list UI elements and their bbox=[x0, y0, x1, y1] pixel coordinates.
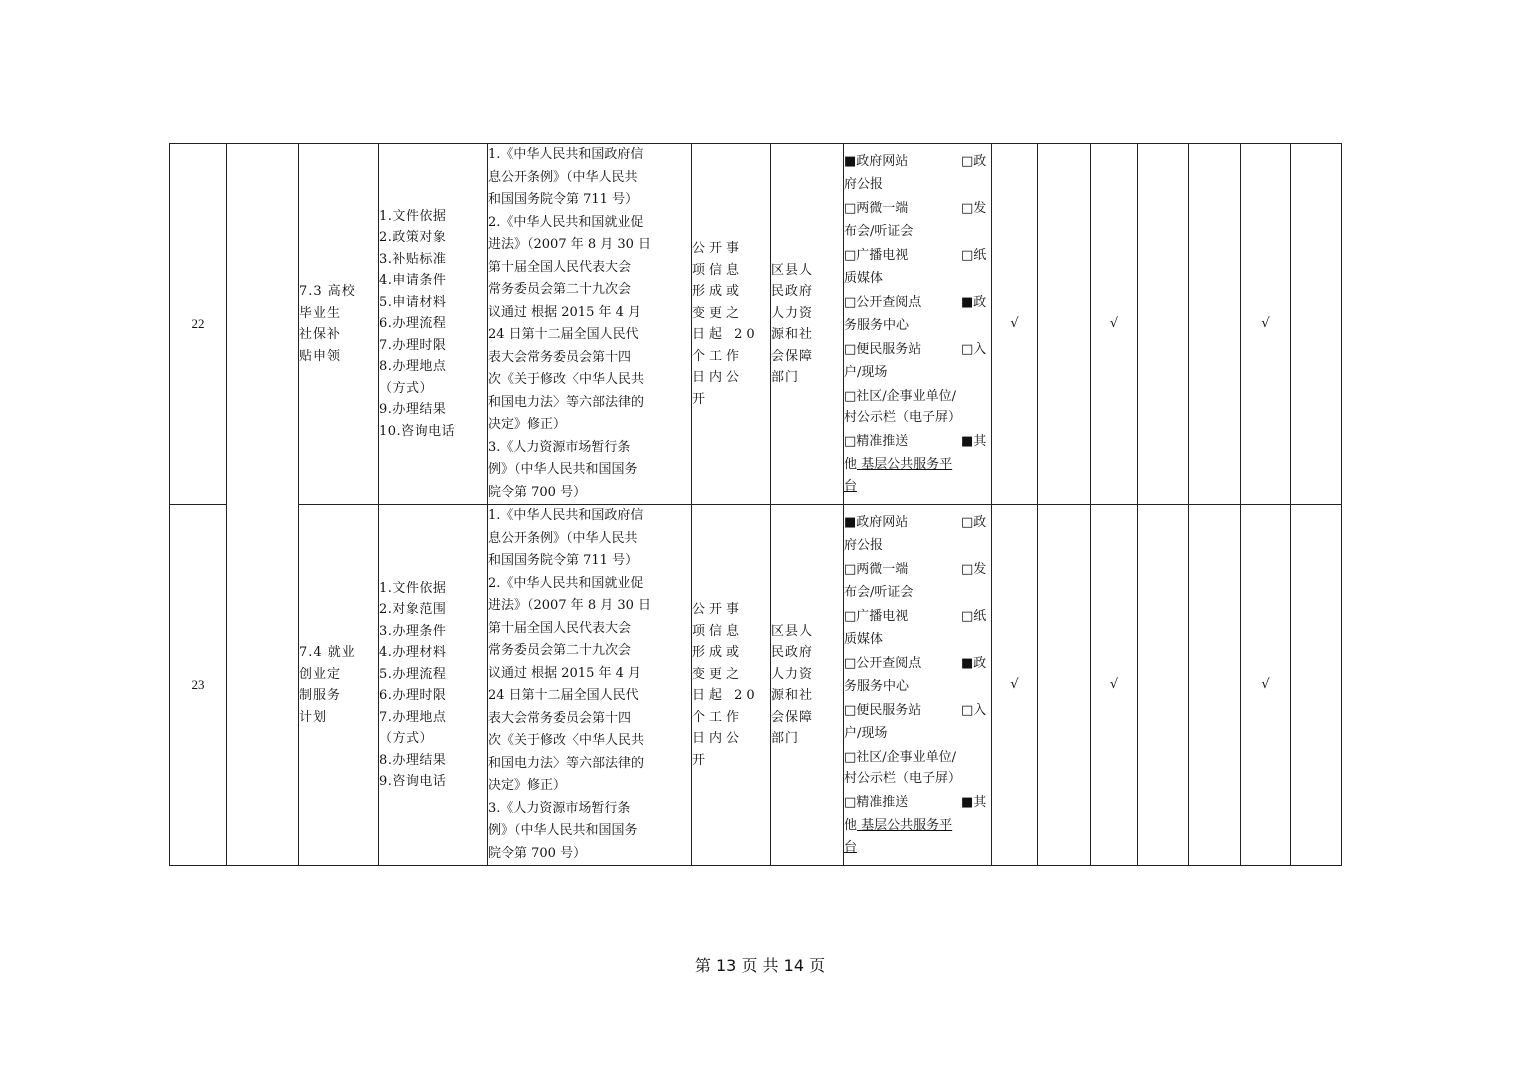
check-cell bbox=[1189, 144, 1241, 505]
disclosure-timeline: 公开事 项信息 形成或 变更之 日起 20 个工作 日内公 开 bbox=[692, 505, 771, 866]
responsible-department: 区县人 民政府 人力资 源和社 会保障 部门 bbox=[771, 144, 844, 505]
disclosure-channels: ■政府网站 □政 府公报 □两微一端 □发 布会/听证会 □广播电视 □纸 质媒体 □公开查阅点 ■政 务服务中心 □便民服务站 □入 户/现场 □社区/企事业单位/ 村公示栏（电子屏） □精准推送 ■其 他 基层公共服务平 台 bbox=[844, 144, 992, 505]
row-number: 22 bbox=[170, 144, 227, 505]
disclosure-content: 1.文件依据 2.对象范围 3.办理条件 4.办理材料 5.办理流程 6.办理时限 7.办理地点 （方式） 8.办理结果 9.咨询电话 bbox=[379, 505, 488, 866]
footer-prefix: 第 bbox=[694, 956, 711, 975]
check-cell: √ bbox=[1241, 505, 1291, 866]
check-cell bbox=[1038, 144, 1091, 505]
check-cell: √ bbox=[1091, 505, 1138, 866]
check-cell bbox=[1291, 505, 1342, 866]
disclosure-table bbox=[169, 143, 1342, 866]
responsible-department: 区县人 民政府 人力资 源和社 会保障 部门 bbox=[771, 505, 844, 866]
check-cell: √ bbox=[1091, 144, 1138, 505]
check-cell bbox=[1138, 505, 1189, 866]
check-cell bbox=[1038, 505, 1091, 866]
total-page-number: 14 bbox=[783, 956, 804, 975]
item-name: 7.4 就业 创业定 制服务 计划 bbox=[299, 505, 379, 866]
row-number: 23 bbox=[170, 505, 227, 866]
footer-suffix: 页 bbox=[809, 956, 826, 975]
check-cell bbox=[1138, 144, 1189, 505]
footer-middle: 页 共 bbox=[741, 956, 779, 975]
check-cell: √ bbox=[992, 505, 1038, 866]
table-row bbox=[170, 144, 1342, 505]
table-row bbox=[170, 505, 1342, 866]
page-footer bbox=[0, 953, 1520, 976]
current-page-number: 13 bbox=[716, 956, 737, 975]
check-cell: √ bbox=[992, 144, 1038, 505]
check-cell bbox=[1291, 144, 1342, 505]
check-cell bbox=[1189, 505, 1241, 866]
item-name: 7.3 高校 毕业生 社保补 贴申领 bbox=[299, 144, 379, 505]
disclosure-timeline: 公开事 项信息 形成或 变更之 日起 20 个工作 日内公 开 bbox=[692, 144, 771, 505]
disclosure-content: 1.文件依据 2.政策对象 3.补贴标准 4.申请条件 5.申请材料 6.办理流程 7.办理时限 8.办理地点 （方式） 9.办理结果 10.咨询电话 bbox=[379, 144, 488, 505]
category-cell bbox=[227, 144, 299, 866]
disclosure-channels: ■政府网站 □政 府公报 □两微一端 □发 布会/听证会 □广播电视 □纸 质媒体 □公开查阅点 ■政 务服务中心 □便民服务站 □入 户/现场 □社区/企事业单位/ 村公示栏（电子屏） □精准推送 ■其 他 基层公共服务平 台 bbox=[844, 505, 992, 866]
check-cell: √ bbox=[1241, 144, 1291, 505]
legal-basis: 1.《中华人民共和国政府信 息公开条例》（中华人民共 和国国务院令第 711 号） 2.《中华人民共和国就业促 进法》（2007 年 8 月 30 日 第十届全国人民代表大会 常务委员会第二十九次会 议通过 根据 2015 年 4 月 24 日第十二届全国人民代 表大会常务委员会第十四 次《关于修改〈中华人民共 和国电力法〉等六部法律的 决定》修正） 3.《人力资源市场暂行条 例》（中华人民共和国国务 院令第 700 号） bbox=[488, 144, 692, 505]
legal-basis: 1.《中华人民共和国政府信 息公开条例》（中华人民共 和国国务院令第 711 号） 2.《中华人民共和国就业促 进法》（2007 年 8 月 30 日 第十届全国人民代表大会 常务委员会第二十九次会 议通过 根据 2015 年 4 月 24 日第十二届全国人民代 表大会常务委员会第十四 次《关于修改〈中华人民共 和国电力法〉等六部法律的 决定》修正） 3.《人力资源市场暂行条 例》（中华人民共和国国务 院令第 700 号） bbox=[488, 505, 692, 866]
